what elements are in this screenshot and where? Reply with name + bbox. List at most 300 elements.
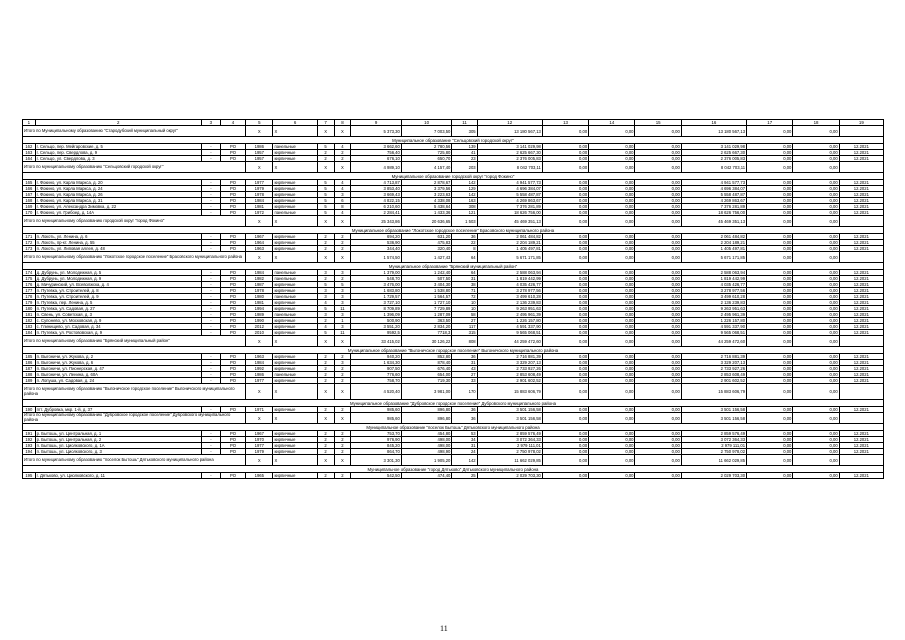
table-cell: 117 — [452, 324, 477, 330]
column-number: 7 — [317, 120, 334, 126]
table-cell: 0,00 — [747, 180, 793, 186]
table-cell: 0,00 — [635, 216, 681, 227]
table-cell: 12.2021 — [839, 240, 883, 246]
section-heading-row — [23, 137, 884, 144]
table-cell: 0,00 — [589, 216, 635, 227]
table-cell: 1 226 157,80 — [477, 318, 542, 324]
table-cell: X — [246, 252, 273, 263]
table-cell: 2 — [334, 443, 351, 449]
table-cell: 0,00 — [542, 270, 588, 276]
table-cell: 10 — [452, 300, 477, 306]
table-cell: 0,00 — [635, 324, 681, 330]
column-number: 13 — [542, 120, 588, 126]
section-heading: Муниципальное образование "Сельцовский городской округ" — [23, 137, 884, 144]
table-cell: 23 — [452, 156, 477, 162]
table-cell: 0,00 — [589, 455, 635, 466]
table-cell: 0,00 — [542, 384, 588, 400]
column-number: 12 — [477, 120, 542, 126]
table-cell: 0,00 — [635, 330, 681, 336]
table-cell: 650,70 — [401, 156, 452, 162]
table-cell: 0,00 — [793, 312, 839, 318]
table-cell: РО — [220, 294, 245, 300]
table-cell: 163 — [452, 198, 477, 204]
table-cell: 1978 — [246, 192, 273, 198]
table-cell: 0,00 — [542, 180, 588, 186]
table-cell: 5 — [317, 192, 334, 198]
table-cell: 0,00 — [635, 366, 681, 372]
table-cell: кирпичные — [273, 300, 317, 306]
table-cell: 2 716 881,39 — [681, 354, 746, 360]
table-cell: 2 136 239,83 — [681, 300, 746, 306]
table-cell: 2 — [334, 246, 351, 252]
table-cell: 4 520,40 — [351, 384, 402, 400]
table-cell: X — [317, 336, 334, 347]
table-cell: РО — [220, 270, 245, 276]
table-cell: 0,00 — [793, 473, 839, 479]
table-cell: X — [334, 455, 351, 466]
row-number-cell: 186 — [23, 360, 36, 366]
table-cell: 1978 — [246, 288, 273, 294]
table-cell: 0,00 — [635, 198, 681, 204]
table-cell: 30 126,22 — [401, 336, 452, 347]
table-cell: 12.2021 — [839, 198, 883, 204]
table-cell: 542,50 — [351, 473, 402, 479]
table-cell: 2 901 602,52 — [681, 378, 746, 384]
table-cell: 0,00 — [793, 360, 839, 366]
table-cell: X — [273, 162, 317, 173]
section-heading: Муниципальное образование "поселок Бытошь" Дятьковского муниципального района — [23, 424, 884, 431]
table-cell: 896,80 — [401, 407, 452, 413]
row-number-cell: 174 — [23, 270, 36, 276]
table-cell: кирпичные — [273, 437, 317, 443]
table-cell: 64 — [452, 270, 477, 276]
table-cell: 44 259 472,60 — [477, 336, 542, 347]
table-cell: 0,00 — [635, 443, 681, 449]
section-heading: Муниципальное образование городской округ "город Фокино" — [23, 173, 884, 180]
table-cell: 3 — [317, 288, 334, 294]
table-cell: X — [334, 126, 351, 137]
table-cell: 0,00 — [542, 443, 588, 449]
table-cell: 31 — [452, 360, 477, 366]
table-cell: панельные — [273, 372, 317, 378]
subtotal-row — [23, 384, 884, 400]
table-cell: 15 883 606,79 — [477, 384, 542, 400]
table-cell: 12.2021 — [839, 449, 883, 455]
table-cell: РО — [220, 276, 245, 282]
table-cell: 845,20 — [351, 443, 402, 449]
table-cell: РО — [220, 288, 245, 294]
table-cell: 0,00 — [589, 324, 635, 330]
table-cell: РО — [220, 372, 245, 378]
address-cell: г. Фокино, ул. Карла Маркса, д. 20 — [35, 180, 201, 186]
table-cell: 2 — [334, 372, 351, 378]
table-cell: 3 662,60 — [351, 144, 402, 150]
address-cell: п. Бытошь, ул. Циолковского, д. 3 — [35, 449, 201, 455]
table-cell: 753,70 — [351, 431, 402, 437]
table-cell: 10 — [452, 306, 477, 312]
table-cell: 1 433,36 — [401, 210, 452, 216]
table-cell: 0,00 — [747, 378, 793, 384]
table-cell: 985,60 — [351, 407, 402, 413]
table-cell: кирпичные — [273, 288, 317, 294]
table-cell: 0,00 — [589, 366, 635, 372]
table-cell: 320,40 — [401, 246, 452, 252]
table-cell: 0,00 — [589, 156, 635, 162]
table-cell: 4 035 426,77 — [681, 282, 746, 288]
table-cell: 536,90 — [351, 240, 402, 246]
table-cell: 0,00 — [635, 186, 681, 192]
section-heading: Муниципальное образование "Выгоничское городское поселение" Выгоничского муниципального района — [23, 347, 884, 354]
table-cell: 0,00 — [542, 156, 588, 162]
table-cell: 1 503 — [452, 216, 477, 227]
table-cell: 0,00 — [589, 449, 635, 455]
table-cell: РО — [220, 246, 245, 252]
table-cell: 3 072 364,33 — [681, 437, 746, 443]
table-cell: 0,00 — [793, 198, 839, 204]
table-cell: 0,00 — [635, 407, 681, 413]
table-cell: 2 061 484,82 — [477, 234, 542, 240]
table-cell: 0,00 — [635, 384, 681, 400]
table-cell: 363,50 — [401, 318, 452, 324]
table-cell: 0,00 — [747, 126, 793, 137]
table-cell: 808 — [452, 336, 477, 347]
table-cell: X — [246, 126, 273, 137]
table-cell: 4 — [334, 186, 351, 192]
table-cell: 654,00 — [401, 372, 452, 378]
table-cell: кирпичные — [273, 186, 317, 192]
table-cell: 12.2021 — [839, 276, 883, 282]
table-cell: 0,00 — [589, 294, 635, 300]
table-cell: 3 — [334, 300, 351, 306]
table-cell: кирпичные — [273, 150, 317, 156]
table-cell: 2 — [317, 407, 334, 413]
table-cell: кирпичные — [273, 431, 317, 437]
row-number-cell: 162 — [23, 144, 36, 150]
table-cell: 940,20 — [351, 354, 402, 360]
table-cell: 20 636,65 — [401, 216, 452, 227]
address-cell: п. Путевка, пер. Ленина, д. 5 — [35, 300, 201, 306]
column-number: 6 — [273, 120, 317, 126]
address-cell: п. Путевка, ул. Строителей, д. 8 — [35, 288, 201, 294]
table-cell: 0,00 — [793, 216, 839, 227]
table-cell: 0,00 — [589, 372, 635, 378]
row-number-cell: 188 — [23, 372, 36, 378]
table-cell: 0,00 — [635, 162, 681, 173]
address-cell: г. Сельцо, пер. Мейгаровские, д. 5 — [35, 144, 201, 150]
table-cell: 3 — [317, 270, 334, 276]
table-cell: 1970 — [246, 437, 273, 443]
table-cell: 0,00 — [635, 192, 681, 198]
table-cell: 3 499 610,28 — [681, 294, 746, 300]
table-cell: 0,00 — [635, 288, 681, 294]
table-cell: 2 — [334, 407, 351, 413]
table-cell: 1972 — [246, 210, 273, 216]
table-cell: - — [201, 282, 220, 288]
table-cell: 5 558 487,87 — [477, 192, 542, 198]
table-cell: 12.2021 — [839, 246, 883, 252]
address-cell: г. Сельцо, пер. Свердлова, д. 9 — [35, 150, 201, 156]
table-cell: - — [201, 318, 220, 324]
table-cell: 0,00 — [542, 455, 588, 466]
table-cell: X — [246, 384, 273, 400]
row-number-cell: 164 — [23, 156, 36, 162]
table-cell: 3 — [334, 192, 351, 198]
table-cell: 2 — [317, 246, 334, 252]
table-cell: РО — [220, 240, 245, 246]
table-cell: 12.2021 — [839, 186, 883, 192]
table-cell: 12.2021 — [839, 360, 883, 366]
table-cell: 3 223,63 — [401, 192, 452, 198]
table-cell: 0,00 — [589, 126, 635, 137]
address-cell: г. Фокино, ул. Грибоед, д. 14А — [35, 210, 201, 216]
table-cell: 2 859 576,49 — [477, 431, 542, 437]
table-cell: 0,00 — [589, 336, 635, 347]
table-cell: 0,00 — [635, 126, 681, 137]
address-cell: п. Выгоничи, ул. Ленина, д. 60А — [35, 372, 201, 378]
table-cell: 0,00 — [793, 210, 839, 216]
section-heading-row — [23, 424, 884, 431]
table-cell: 0,00 — [747, 455, 793, 466]
table-cell: 0,00 — [793, 150, 839, 156]
table-cell: 1977 — [246, 378, 273, 384]
row-number-cell: 169 — [23, 204, 36, 210]
table-cell: 4 035 426,77 — [477, 282, 542, 288]
table-cell: 0,00 — [747, 324, 793, 330]
table-cell: 0,00 — [635, 360, 681, 366]
table-cell: 2 588 063,94 — [681, 270, 746, 276]
table-cell: 0,00 — [542, 360, 588, 366]
table-cell: 6 — [334, 198, 351, 204]
table-cell: 0,00 — [542, 449, 588, 455]
table-cell: 0,00 — [542, 204, 588, 210]
table-cell: 852,80 — [401, 354, 452, 360]
table-cell: 3 — [334, 312, 351, 318]
table-cell: 0,00 — [793, 413, 839, 424]
table-cell: 7 729,89 — [401, 306, 452, 312]
row-number-cell: 180 — [23, 306, 36, 312]
table-cell: 8 042 703,11 — [681, 162, 746, 173]
table-cell: 0,00 — [542, 473, 588, 479]
table-cell: 1 683,80 — [351, 288, 402, 294]
table-cell: 5 373,30 — [351, 126, 402, 137]
table-cell: РО — [220, 407, 245, 413]
address-cell: п. Свень, ул. Советская, д. 3 — [35, 312, 201, 318]
table-cell: 0,00 — [747, 210, 793, 216]
table-cell: 0,00 — [635, 378, 681, 384]
row-number-cell: 189 — [23, 378, 36, 384]
table-cell: 0,00 — [747, 162, 793, 173]
table-cell: кирпичные — [273, 378, 317, 384]
table-cell: РО — [220, 306, 245, 312]
row-number-cell: 175 — [23, 276, 36, 282]
table-cell: кирпичные — [273, 354, 317, 360]
section-heading-row — [23, 227, 884, 234]
table-cell: - — [201, 204, 220, 210]
row-number-cell: 190 — [23, 407, 36, 413]
table-cell: 0,00 — [635, 234, 681, 240]
table-cell: 0,00 — [747, 270, 793, 276]
table-cell: 2 716 881,39 — [477, 354, 542, 360]
table-cell: 142 — [452, 455, 477, 466]
table-cell: 1 564,57 — [401, 294, 452, 300]
table-cell: 9 263 951,63 — [477, 306, 542, 312]
table-cell: 0,00 — [542, 407, 588, 413]
table-cell: 0,00 — [793, 180, 839, 186]
table-cell: 2 061 484,82 — [681, 234, 746, 240]
section-heading: Муниципальное образование "Дубровское городское поселение" Дубровского муниципального района — [23, 400, 884, 407]
table-cell: 0,00 — [793, 431, 839, 437]
table-cell: 0,00 — [589, 240, 635, 246]
section-heading-row — [23, 347, 884, 354]
table-cell: 4 696 384,07 — [477, 186, 542, 192]
table-cell: 454,80 — [401, 431, 452, 437]
table-cell: 2 979 111,01 — [477, 443, 542, 449]
table-cell: 2 — [317, 234, 334, 240]
table-cell: 0,00 — [542, 366, 588, 372]
table-cell: 907,50 — [351, 366, 402, 372]
column-number: 10 — [401, 120, 452, 126]
address-cell: п. Выгоничи, ул. Жукова, д. 6 — [35, 360, 201, 366]
table-cell: 0,00 — [542, 413, 588, 424]
table-cell: - — [201, 366, 220, 372]
table-cell: 0,00 — [793, 437, 839, 443]
table-cell: 13 180 567,13 — [477, 126, 542, 137]
table-cell: 18 626 756,00 — [477, 210, 542, 216]
table-cell: 129 — [452, 186, 477, 192]
column-number: 4 — [220, 120, 245, 126]
table-cell: кирпичные — [273, 204, 317, 210]
table-cell: 12.2021 — [839, 192, 883, 198]
table-cell: РО — [220, 437, 245, 443]
table-cell: РО — [220, 300, 245, 306]
table-cell: 4 696 384,07 — [681, 186, 746, 192]
table-cell: 2 853 608,49 — [681, 372, 746, 378]
table-cell: 12.2021 — [839, 270, 883, 276]
table-cell: 1 405 497,81 — [477, 246, 542, 252]
table-cell: 0,00 — [635, 455, 681, 466]
row-number-cell: 184 — [23, 330, 36, 336]
table-cell: 34 — [452, 437, 477, 443]
table-cell: 0,00 — [747, 449, 793, 455]
table-cell: 0,00 — [542, 431, 588, 437]
address-cell: г. Фокино, ул. Александра Зимовка, д. 22 — [35, 204, 201, 210]
table-cell: X — [317, 384, 334, 400]
table-cell: 8 — [452, 246, 477, 252]
table-cell: 0,00 — [542, 252, 588, 263]
subtotal-label: Итого по муниципальному образованию "поселок Бытошь" Дятьковского муниципального района — [23, 455, 246, 466]
table-cell: 0,00 — [793, 192, 839, 198]
table-cell: 0,00 — [793, 372, 839, 378]
table-cell: 0,00 — [635, 318, 681, 324]
table-cell: 5 — [317, 330, 334, 336]
table-cell: 0,00 — [542, 210, 588, 216]
table-cell: 725,80 — [401, 150, 452, 156]
table-cell: 43 — [452, 366, 477, 372]
table-cell: 2 — [334, 437, 351, 443]
table-cell: 12.2021 — [839, 288, 883, 294]
table-cell: 12.2021 — [839, 378, 883, 384]
table-cell: 12.2021 — [839, 306, 883, 312]
table-cell: 0,00 — [589, 144, 635, 150]
table-cell: 0,00 — [542, 240, 588, 246]
table-cell: 5 — [317, 204, 334, 210]
table-cell: 1 405 497,81 — [681, 246, 746, 252]
table-cell: РО — [220, 156, 245, 162]
table-cell: - — [201, 276, 220, 282]
table-cell: - — [201, 354, 220, 360]
table-cell: - — [201, 407, 220, 413]
table-cell: 142 — [452, 192, 477, 198]
table-cell: РО — [220, 198, 245, 204]
table-cell: 0,00 — [542, 324, 588, 330]
address-cell: с. Супонево, ул. Московская, д. 9 — [35, 318, 201, 324]
table-cell: 2 — [334, 234, 351, 240]
table-cell: 1990 — [246, 318, 273, 324]
table-cell: 0,00 — [542, 294, 588, 300]
table-cell: кирпичные — [273, 330, 317, 336]
table-cell: X — [317, 455, 334, 466]
table-cell: 2 — [334, 431, 351, 437]
table-cell — [839, 162, 883, 173]
table-cell: 0,00 — [793, 455, 839, 466]
table-cell: 0,00 — [635, 180, 681, 186]
table-cell: 12.2021 — [839, 234, 883, 240]
table-cell: - — [201, 473, 220, 479]
table-cell: 4 269 863,67 — [681, 198, 746, 204]
table-cell: 719,30 — [401, 378, 452, 384]
table-cell: 3 853,40 — [351, 186, 402, 192]
table-cell: 4 713,87 — [351, 180, 402, 186]
table-cell: 0,00 — [793, 234, 839, 240]
table-cell: 44 259 472,60 — [681, 336, 746, 347]
address-cell: п. Локоть, ул. Липовая аллея, д. 48 — [35, 246, 201, 252]
table-cell: 12.2021 — [839, 443, 883, 449]
table-cell: 4 822,15 — [351, 198, 402, 204]
table-cell: 3 476,00 — [351, 282, 402, 288]
table-cell: - — [201, 198, 220, 204]
address-cell: д. Дубрунь, ул. Молодежная, д. 9 — [35, 276, 201, 282]
table-cell: 12.2021 — [839, 300, 883, 306]
table-cell: 0,00 — [747, 384, 793, 400]
table-cell: 22 — [452, 240, 477, 246]
table-cell: 2 859 576,49 — [681, 431, 746, 437]
table-cell: 12.2021 — [839, 180, 883, 186]
subtotal-row — [23, 336, 884, 347]
table-cell: 1989 — [246, 312, 273, 318]
table-cell: кирпичные — [273, 366, 317, 372]
table-cell: 0,00 — [589, 431, 635, 437]
column-number: 1 — [23, 120, 36, 126]
table-cell: - — [201, 378, 220, 384]
table-cell: 12.2021 — [839, 354, 883, 360]
table-cell: 0,00 — [589, 288, 635, 294]
table-cell: 2 — [317, 449, 334, 455]
row-number-cell: 165 — [23, 180, 36, 186]
table-cell: 1981 — [246, 204, 273, 210]
address-cell: п. Локоть, пр-кт. Ленина, д. 55 — [35, 240, 201, 246]
table-cell: 0,00 — [793, 378, 839, 384]
table-cell: 500,90 — [351, 318, 402, 324]
table-cell: РО — [220, 312, 245, 318]
column-number: 19 — [839, 120, 883, 126]
table-cell — [839, 455, 883, 466]
table-cell: 12.2021 — [839, 431, 883, 437]
table-cell: РО — [220, 360, 245, 366]
table-cell: 25 343,86 — [351, 216, 402, 227]
subtotal-row — [23, 252, 884, 263]
table-cell: 498,00 — [401, 437, 452, 443]
table-cell: 0,00 — [793, 384, 839, 400]
